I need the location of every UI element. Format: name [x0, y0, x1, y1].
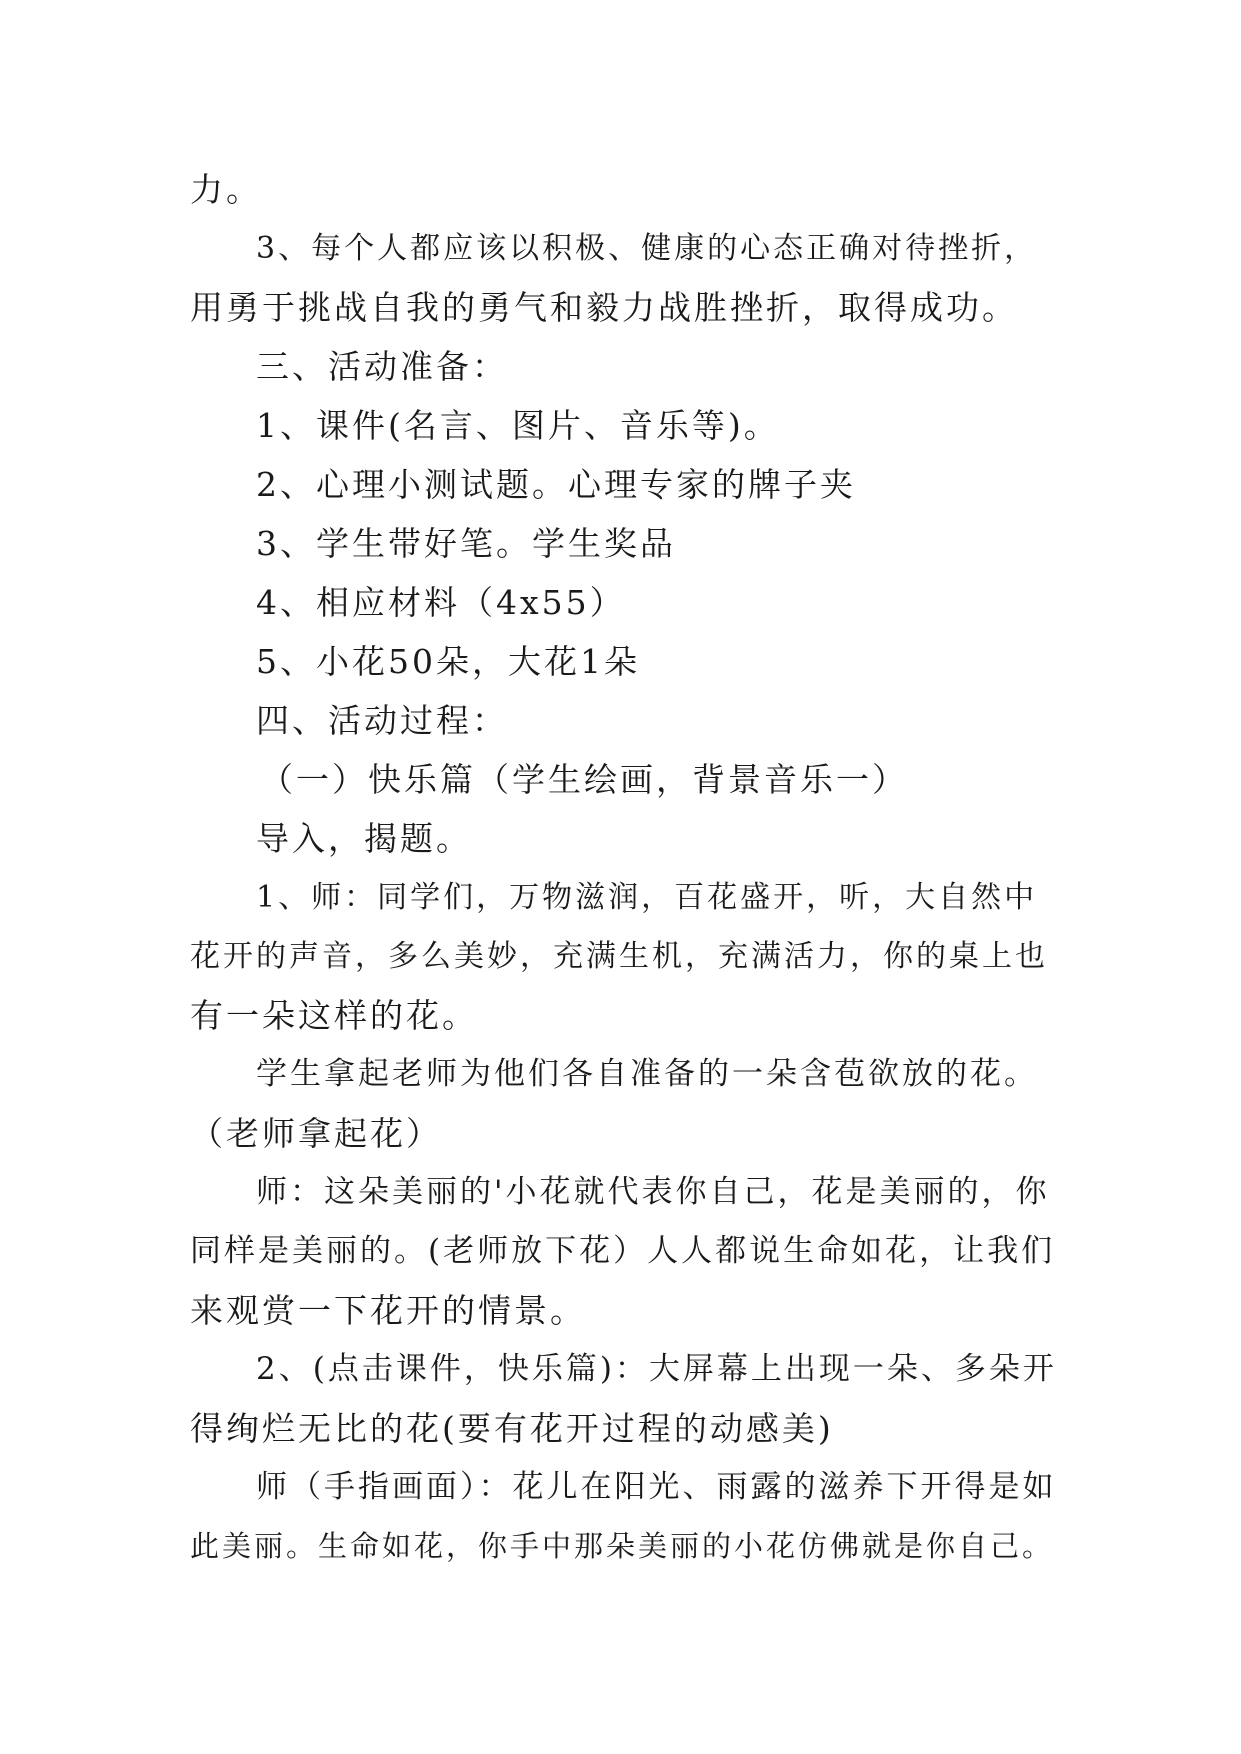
list-item: 5、小花50朵，大花1朵: [256, 642, 640, 681]
subsection-heading: （一）快乐篇（学生绘画，背景音乐一）: [260, 760, 908, 799]
text-line: 2、(点击课件，快乐篇)：大屏幕上出现一朵、多朵开: [256, 1351, 1057, 1387]
section-heading: 四、活动过程：: [256, 701, 508, 740]
document-body: [190, 160, 1060, 1576]
section-heading: 三、活动准备：: [256, 347, 508, 386]
text-line: 有一朵这样的花。: [190, 996, 478, 1035]
list-item: 1、课件(名言、图片、音乐等)。: [256, 406, 780, 445]
list-item: 3、学生带好笔。学生奖品: [256, 524, 676, 563]
text-line: 导入，揭题。: [256, 819, 472, 858]
text-line: 1、师：同学们，万物滋润，百花盛开，听，大自然中: [256, 880, 1038, 915]
text-line: 学生拿起老师为他们各自准备的一朵含苞欲放的花。: [256, 1056, 1038, 1092]
text-line: 力。: [190, 170, 262, 209]
text-line: 同样是美丽的。(老师放下花）人人都说生命如花，让我们: [190, 1233, 1056, 1269]
text-line: 3、每个人都应该以积极、健康的心态正确对待挫折，: [256, 231, 1038, 266]
list-item: 4、相应材料（4x55）: [256, 583, 626, 622]
list-item: 2、心理小测试题。心理专家的牌子夹: [256, 465, 856, 504]
text-line: 师：这朵美丽的'小花就代表你自己，花是美丽的，你: [256, 1174, 1050, 1210]
text-line: （老师拿起花）: [190, 1114, 442, 1153]
text-line: 此美丽。生命如花，你手中那朵美丽的小花仿佛就是你自己。: [190, 1529, 1055, 1563]
text-line: 得绚烂无比的花(要有花开过程的动感美): [190, 1409, 834, 1448]
text-line: 用勇于挑战自我的勇气和毅力战胜挫折，取得成功。: [190, 288, 1018, 327]
text-line: 花开的声音，多么美妙，充满生机，充满活力，你的桌上也: [190, 939, 1048, 974]
text-line: 师（手指画面）：花儿在阳光、雨露的滋养下开得是如: [256, 1469, 1057, 1505]
text-line: 来观赏一下花开的情景。: [190, 1291, 586, 1330]
